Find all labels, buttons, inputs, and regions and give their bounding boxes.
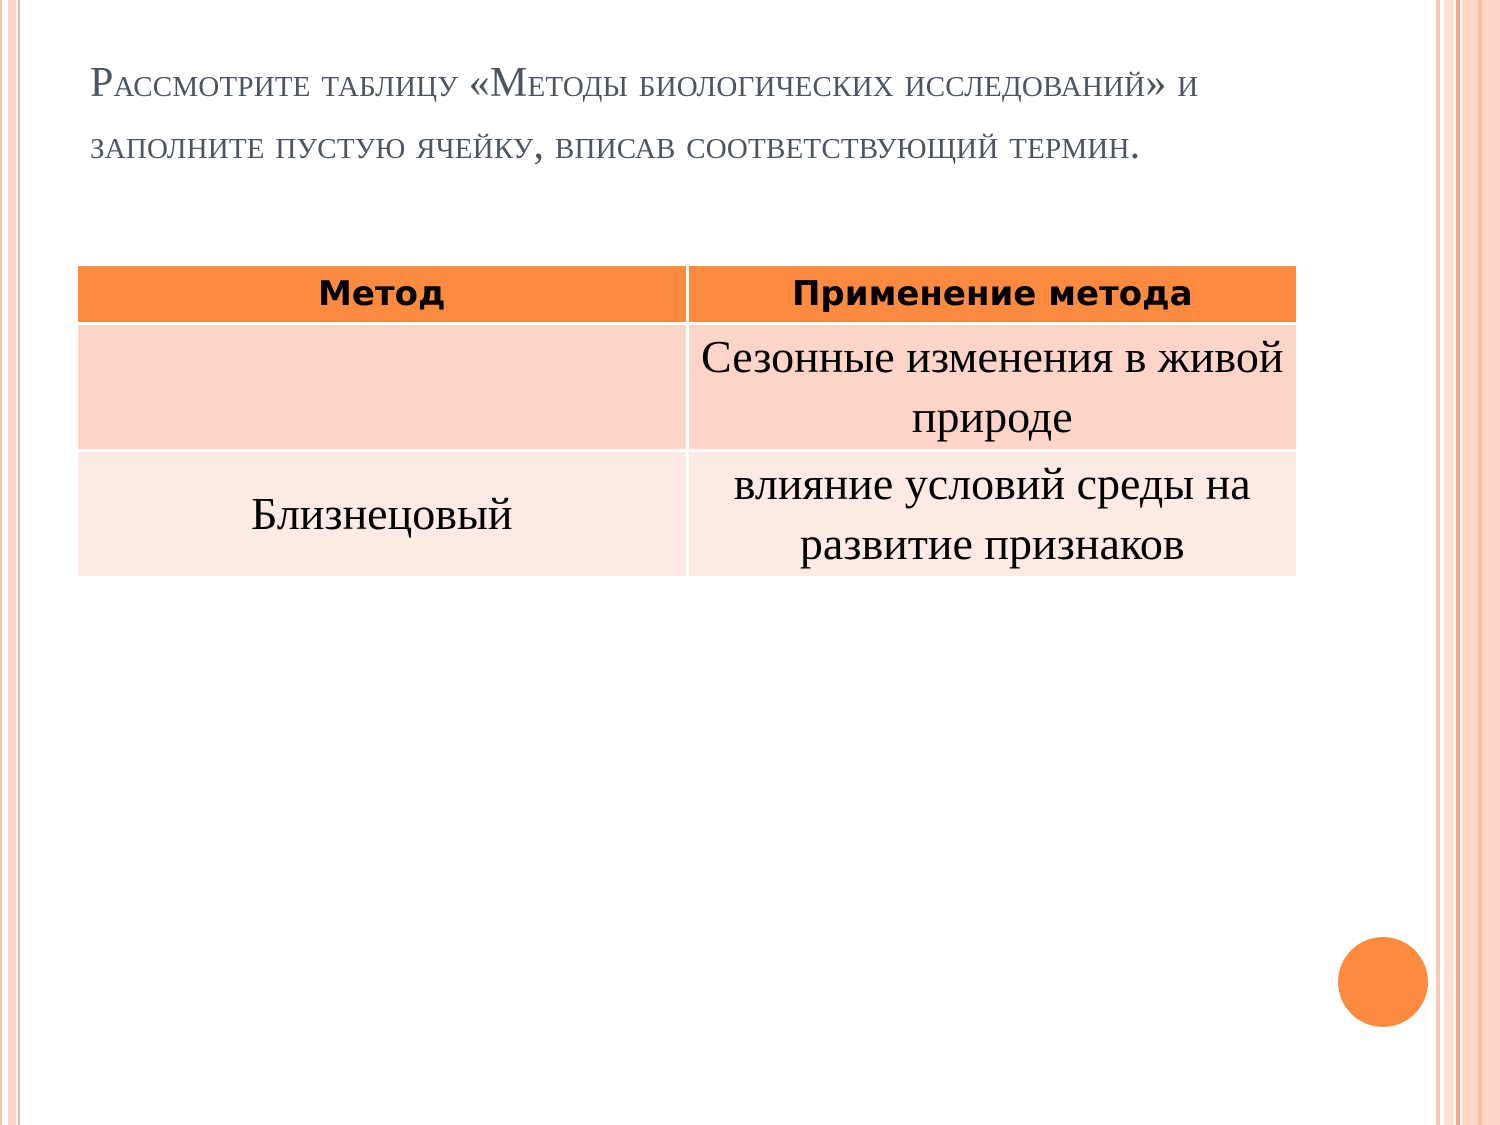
application-cell: влияние условий среды на развитие признаков	[687, 451, 1298, 578]
right-frame-stripe	[1444, 0, 1454, 1125]
slide-title: Рассмотрите таблицу «Методы биологических исследований» и заполните пустую ячейку, вписав соответствующий термин.	[90, 60, 1199, 168]
right-frame-stripe	[1456, 0, 1460, 1125]
method-cell: Близнецовый	[77, 451, 688, 578]
left-frame-band	[8, 0, 16, 1125]
left-frame-line	[18, 0, 20, 1125]
table-header-row	[77, 265, 1298, 324]
empty-method-cell[interactable]	[77, 324, 688, 451]
left-frame-thin-line	[0, 0, 2, 1125]
table-row	[77, 324, 1298, 451]
orange-circle-decoration	[1338, 937, 1428, 1027]
right-frame-stripe	[1436, 0, 1440, 1125]
header-method: Метод	[77, 265, 688, 324]
application-cell: Сезонные изменения в живой природе	[687, 324, 1298, 451]
methods-table	[75, 263, 1299, 579]
header-application: Применение метода	[687, 265, 1298, 324]
right-frame-stripe	[1478, 0, 1482, 1125]
table-row	[77, 451, 1298, 578]
